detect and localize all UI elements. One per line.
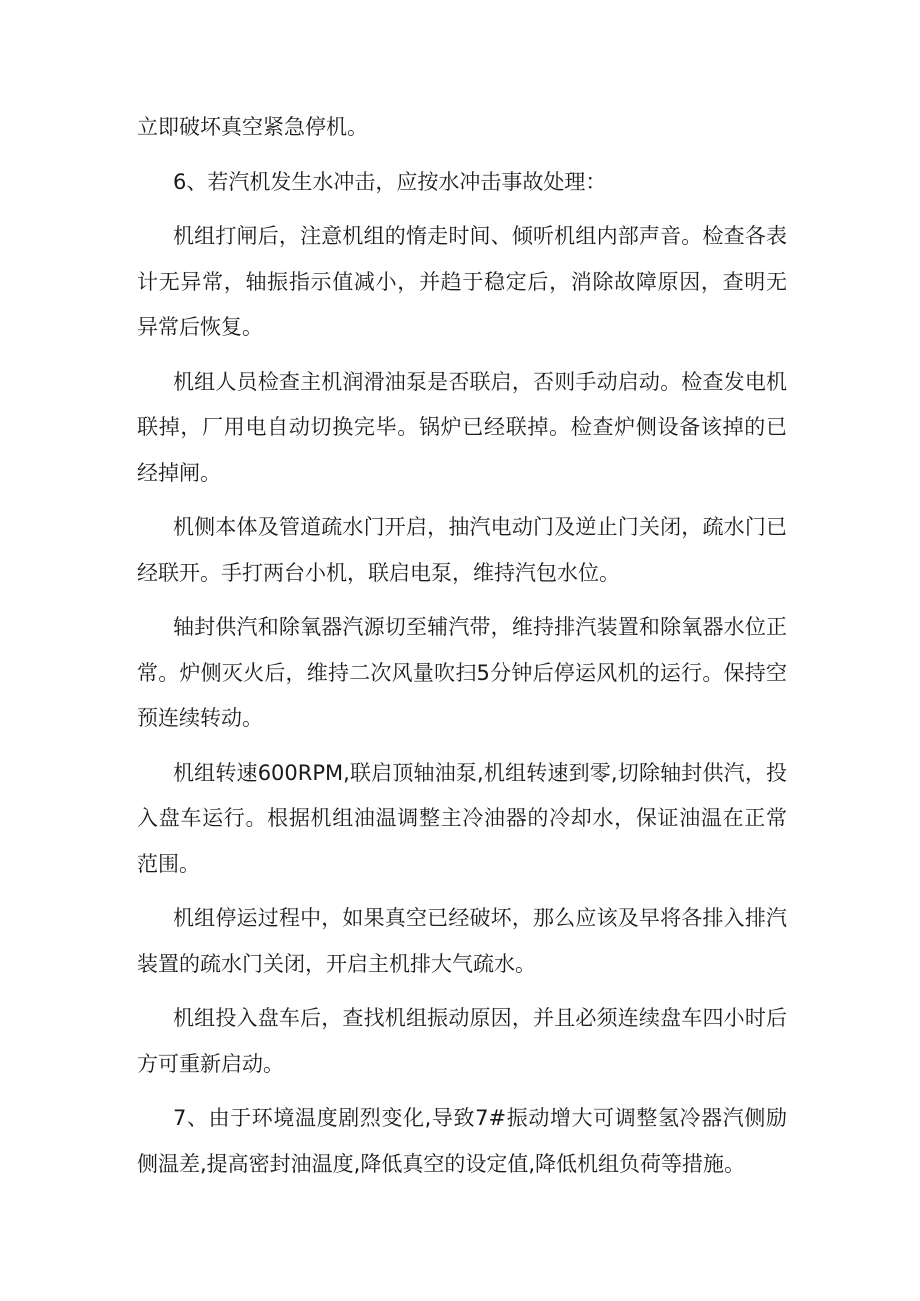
paragraph-6: 轴封供汽和除氧器汽源切至辅汽带，维持排汽装置和除氧器水位正常。炉侧灭火后，维持二次风量吹扫5分钟后停运风机的运行。保持空预连续转动。 [137,615,787,730]
document-body [137,105,787,1196]
paragraph-3: 机组打闸后，注意机组的惰走时间、倾听机组内部声音。检查各表计无异常，轴振指示值减小，并趋于稳定后，消除故障原因，查明无异常后恢复。 [137,224,787,339]
paragraph-7: 机组转速600RPM,联启顶轴油泵,机组转速到零,切除轴封供汽，投入盘车运行。根据机组油温调整主冷油器的冷却水，保证油温在正常范围。 [137,760,787,876]
paragraph-5: 机侧本体及管道疏水门开启，抽汽电动门及逆止门关闭，疏水门已经联开。手打两台小机，联启电泵，维持汽包水位。 [137,515,787,585]
paragraph-9: 机组投入盘车后，查找机组振动原因，并且必须连续盘车四小时后方可重新启动。 [137,1006,787,1076]
paragraph-8: 机组停运过程中，如果真空已经破坏，那么应该及早将各排入排汽装置的疏水门关闭，开启主机排大气疏水。 [137,906,787,976]
paragraph-10: 7、由于环境温度剧烈变化,导致7#振动增大可调整氢冷器汽侧励侧温差,提高密封油温度,降低真空的设定值,降低机组负荷等措施。 [137,1106,787,1176]
paragraph-4: 机组人员检查主机润滑油泵是否联启，否则手动启动。检查发电机联掉，厂用电自动切换完毕。锅炉已经联掉。检查炉侧设备该掉的已经掉闸。 [137,369,787,485]
paragraph-2: 6、若汽机发生水冲击，应按水冲击事故处理： [173,169,607,194]
paragraph-1: 立即破坏真空紧急停机。 [137,115,368,139]
